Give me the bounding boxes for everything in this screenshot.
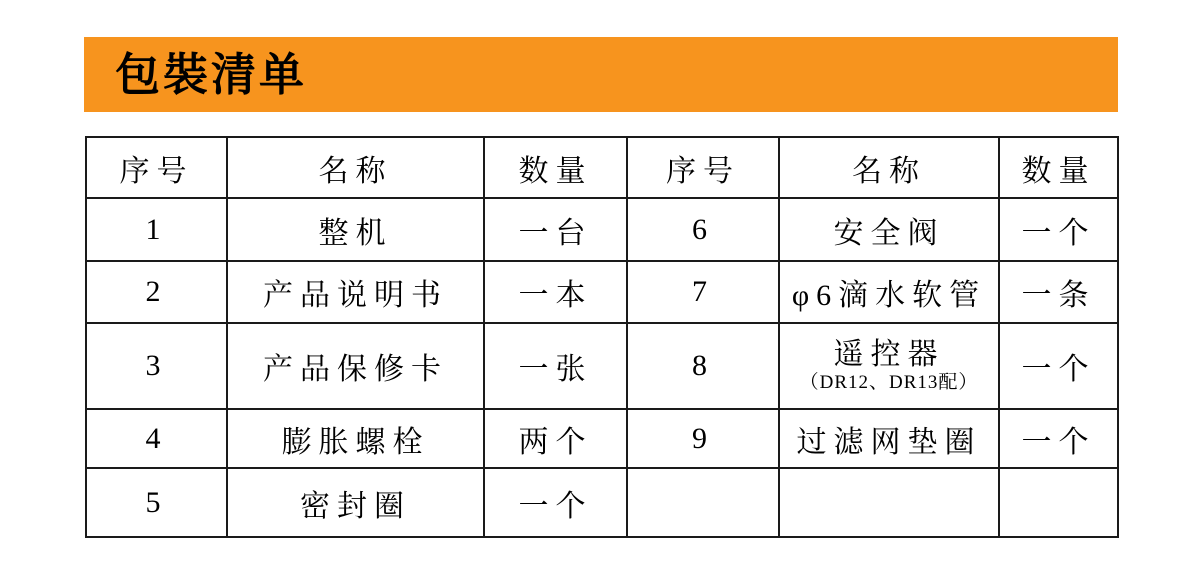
cell-seq: 7 <box>627 261 779 323</box>
cell-name <box>779 323 999 409</box>
table-row <box>86 468 1118 537</box>
table-header-row <box>86 137 1118 198</box>
cell-qty: 一个 <box>999 409 1118 468</box>
cell-seq: 5 <box>86 468 227 537</box>
packing-list-banner <box>84 37 1118 112</box>
cell-seq: 2 <box>86 261 227 323</box>
cell-qty: 一本 <box>484 261 627 323</box>
page-title: 包裝清单 <box>115 49 308 100</box>
cell-qty: 两个 <box>484 409 627 468</box>
cell-name: 整机 <box>227 198 484 261</box>
cell-seq: 6 <box>627 198 779 261</box>
header-qty-right: 数量 <box>999 137 1118 198</box>
cell-name: 膨胀螺栓 <box>227 409 484 468</box>
cell-seq: 1 <box>86 198 227 261</box>
table-row <box>86 323 1118 409</box>
cell-name-sub: （DR12、DR13配） <box>799 371 979 393</box>
cell-seq: 3 <box>86 323 227 409</box>
table-row <box>86 261 1118 323</box>
cell-name-main: 遥控器 <box>833 338 945 372</box>
cell-seq: 9 <box>627 409 779 468</box>
table-row <box>86 409 1118 468</box>
header-name-left: 名称 <box>227 137 484 198</box>
cell-name: 过滤网垫圈 <box>779 409 999 468</box>
cell-name: 产品保修卡 <box>227 323 484 409</box>
cell-name: 产品说明书 <box>227 261 484 323</box>
header-seq-right: 序号 <box>627 137 779 198</box>
cell-seq-empty <box>627 468 779 537</box>
cell-qty: 一个 <box>999 323 1118 409</box>
cell-qty: 一张 <box>484 323 627 409</box>
header-seq-left: 序号 <box>86 137 227 198</box>
cell-name: φ6滴水软管 <box>779 261 999 323</box>
cell-name: 密封圈 <box>227 468 484 537</box>
cell-name-empty <box>779 468 999 537</box>
header-qty-left: 数量 <box>484 137 627 198</box>
cell-qty: 一条 <box>999 261 1118 323</box>
cell-qty: 一个 <box>484 468 627 537</box>
cell-qty: 一个 <box>999 198 1118 261</box>
cell-seq: 4 <box>86 409 227 468</box>
cell-qty-empty <box>999 468 1118 537</box>
cell-name: 安全阀 <box>779 198 999 261</box>
cell-seq: 8 <box>627 323 779 409</box>
header-name-right: 名称 <box>779 137 999 198</box>
packing-list-table <box>85 136 1119 538</box>
cell-qty: 一台 <box>484 198 627 261</box>
table-row <box>86 198 1118 261</box>
